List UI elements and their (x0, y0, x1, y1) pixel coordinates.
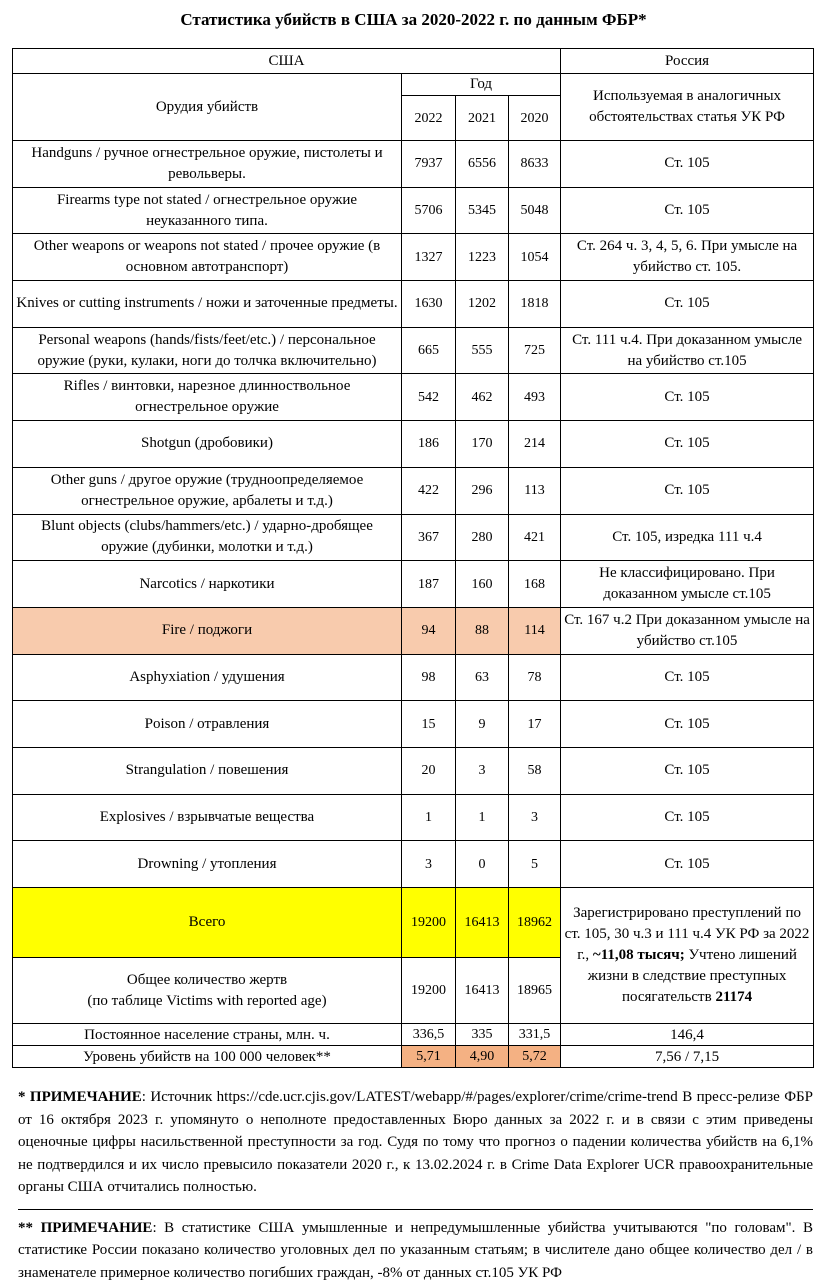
ru-article-header: Используемая в аналогичных обстоятельствах статья УК РФ (561, 74, 814, 141)
note-1 (18, 1086, 813, 1199)
value-2020: 1054 (509, 234, 561, 281)
population-2021: 335 (456, 1024, 509, 1046)
weapons-header: Орудия убийств (13, 74, 402, 141)
value-2020: 8633 (509, 141, 561, 188)
page-title: Статистика убийств в США за 2020-2022 г. по данным ФБР* (0, 10, 827, 30)
value-2021: 555 (456, 327, 509, 374)
value-2020: 168 (509, 561, 561, 608)
table-row (13, 607, 814, 654)
victims-label-line1: Общее количество жертв (127, 972, 287, 988)
total-label: Всего (13, 888, 402, 958)
value-2022: 367 (402, 514, 456, 561)
total-2020: 18962 (509, 888, 561, 958)
weapon-name: Firearms type not stated / огнестрельное оружие неуказанного типа. (13, 187, 402, 234)
value-2022: 7937 (402, 141, 456, 188)
population-2022: 336,5 (402, 1024, 456, 1046)
table-row (13, 841, 814, 888)
russia-article: Ст. 105 (561, 841, 814, 888)
table-row (13, 374, 814, 421)
victims-2020: 18965 (509, 958, 561, 1024)
usa-header: США (13, 49, 561, 74)
table-row (13, 514, 814, 561)
note-1-label: * ПРИМЕЧАНИЕ (18, 1089, 142, 1105)
value-2022: 187 (402, 561, 456, 608)
weapon-name: Knives or cutting instruments / ножи и заточенные предметы. (13, 281, 402, 328)
table-row (13, 747, 814, 794)
value-2020: 113 (509, 467, 561, 514)
victims-2022: 19200 (402, 958, 456, 1024)
value-2020: 3 (509, 794, 561, 841)
weapon-name: Explosives / взрывчатые вещества (13, 794, 402, 841)
table-row (13, 141, 814, 188)
value-2021: 3 (456, 747, 509, 794)
russia-total-text-2: Учтено лишений жизни в следствие преступных посягательств (588, 947, 797, 1005)
year-header: Год (402, 74, 561, 96)
value-2021: 6556 (456, 141, 509, 188)
value-2021: 0 (456, 841, 509, 888)
table-row (13, 701, 814, 748)
weapon-name: Rifles / винтовки, нарезное длинноствольное огнестрельное оружие (13, 374, 402, 421)
russia-header: Россия (561, 49, 814, 74)
rate-2022: 5,71 (402, 1046, 456, 1068)
value-2020: 493 (509, 374, 561, 421)
value-2021: 462 (456, 374, 509, 421)
note-2 (18, 1217, 813, 1284)
value-2020: 725 (509, 327, 561, 374)
value-2021: 1202 (456, 281, 509, 328)
value-2021: 170 (456, 421, 509, 468)
russia-article: Ст. 105 (561, 281, 814, 328)
russia-article: Ст. 167 ч.2 При доказанном умысле на убийство ст.105 (561, 607, 814, 654)
value-2021: 280 (456, 514, 509, 561)
value-2020: 5 (509, 841, 561, 888)
table-row (13, 234, 814, 281)
population-label: Постоянное население страны, млн. ч. (13, 1024, 402, 1046)
value-2022: 1 (402, 794, 456, 841)
russia-article: Ст. 105 (561, 794, 814, 841)
weapon-name: Asphyxiation / удушения (13, 654, 402, 701)
year-2020-header: 2020 (509, 96, 561, 141)
table-row (13, 281, 814, 328)
table-row (13, 327, 814, 374)
russia-article: Ст. 105 (561, 421, 814, 468)
russia-article: Не классифицировано. При доказанном умысле ст.105 (561, 561, 814, 608)
weapon-name: Other weapons or weapons not stated / прочее оружие (в основном автотранспорт) (13, 234, 402, 281)
homicide-statistics-table (12, 48, 814, 1068)
note-1-text: : Источник https://cde.ucr.cjis.gov/LATEST/webapp/#/pages/explorer/crime/crime-trend В пресс-релизе ФБР от 16 октября 2023 г. упомянуто о неполноте предоставленных Бюро данных за 2022 г. и в связи с этим приведены оценочные цифры насильственной преступности за год. Судя по тому что прогноз о падении количества убийств на 6,1% не подтвердился и их число превысило показатели 2020 г., к 13.02.2024 г. в Crime Data Explorer UCR правоохранительные органы США отчитались полностью. (18, 1089, 813, 1195)
value-2022: 94 (402, 607, 456, 654)
weapon-name: Fire / поджоги (13, 607, 402, 654)
russia-total-text-1: Зарегистрировано преступлений по ст. 105, 30 ч.3 и 111 ч.4 УК РФ за 2022 г., (565, 905, 810, 963)
value-2020: 58 (509, 747, 561, 794)
rate-russia: 7,56 / 7,15 (561, 1046, 814, 1068)
value-2020: 17 (509, 701, 561, 748)
russia-article: Ст. 105 (561, 374, 814, 421)
russia-article: Ст. 105 (561, 654, 814, 701)
value-2022: 665 (402, 327, 456, 374)
year-2021-header: 2021 (456, 96, 509, 141)
value-2021: 1 (456, 794, 509, 841)
value-2022: 20 (402, 747, 456, 794)
table-row (13, 654, 814, 701)
russia-article: Ст. 111 ч.4. При доказанном умысле на убийство ст.105 (561, 327, 814, 374)
table-row (13, 467, 814, 514)
value-2022: 98 (402, 654, 456, 701)
value-2021: 296 (456, 467, 509, 514)
total-2022: 19200 (402, 888, 456, 958)
weapon-name: Strangulation / повешения (13, 747, 402, 794)
russia-article: Ст. 105 (561, 747, 814, 794)
russia-total-bold-1: ~11,08 тысяч; (593, 947, 685, 963)
russia-article: Ст. 264 ч. 3, 4, 5, 6. При умысле на убийство ст. 105. (561, 234, 814, 281)
victims-2021: 16413 (456, 958, 509, 1024)
value-2021: 160 (456, 561, 509, 608)
value-2021: 88 (456, 607, 509, 654)
victims-label (13, 958, 402, 1024)
russia-total-bold-2: 21174 (715, 989, 752, 1005)
rate-2021: 4,90 (456, 1046, 509, 1068)
population-russia: 146,4 (561, 1024, 814, 1046)
value-2020: 78 (509, 654, 561, 701)
weapon-name: Narcotics / наркотики (13, 561, 402, 608)
value-2020: 5048 (509, 187, 561, 234)
russia-article: Ст. 105 (561, 467, 814, 514)
table-row (13, 421, 814, 468)
russia-article: Ст. 105 (561, 141, 814, 188)
value-2022: 1327 (402, 234, 456, 281)
value-2022: 422 (402, 467, 456, 514)
value-2022: 542 (402, 374, 456, 421)
note-2-text: : В статистике США умышленные и непредумышленные убийства учитываются "по головам". В статистике России показано количество уголовных дел по указанным статьям; в числителе дано общее количество дел / в знаменателе примерное количество погибших граждан, -8% от данных ст.105 УК РФ (18, 1220, 813, 1281)
weapon-name: Poison / отравления (13, 701, 402, 748)
weapon-name: Blunt objects (clubs/hammers/etc.) / ударно-дробящее оружие (дубинки, молотки и т.д.) (13, 514, 402, 561)
value-2022: 1630 (402, 281, 456, 328)
value-2020: 1818 (509, 281, 561, 328)
rate-label: Уровень убийств на 100 000 человек** (13, 1046, 402, 1068)
value-2021: 5345 (456, 187, 509, 234)
russia-article: Ст. 105, изредка 111 ч.4 (561, 514, 814, 561)
value-2021: 1223 (456, 234, 509, 281)
weapon-name: Other guns / другое оружие (трудноопределяемое огнестрельное оружие, арбалеты и т.д.) (13, 467, 402, 514)
value-2022: 3 (402, 841, 456, 888)
population-2020: 331,5 (509, 1024, 561, 1046)
value-2022: 186 (402, 421, 456, 468)
value-2022: 15 (402, 701, 456, 748)
rate-2020: 5,72 (509, 1046, 561, 1068)
value-2020: 421 (509, 514, 561, 561)
table-row (13, 561, 814, 608)
value-2021: 9 (456, 701, 509, 748)
weapon-name: Shotgun (дробовики) (13, 421, 402, 468)
table-row (13, 187, 814, 234)
russia-article: Ст. 105 (561, 187, 814, 234)
russia-total-cell (561, 888, 814, 1024)
weapon-name: Personal weapons (hands/fists/feet/etc.) / персональное оружие (руки, кулаки, ноги до толчка включительно) (13, 327, 402, 374)
note-2-label: ** ПРИМЕЧАНИЕ (18, 1220, 152, 1236)
value-2022: 5706 (402, 187, 456, 234)
russia-article: Ст. 105 (561, 701, 814, 748)
weapon-name: Drowning / утопления (13, 841, 402, 888)
value-2020: 214 (509, 421, 561, 468)
victims-label-line2: (по таблице Victims with reported age) (87, 993, 326, 1009)
weapon-name: Handguns / ручное огнестрельное оружие, пистолеты и револьверы. (13, 141, 402, 188)
table-row (13, 794, 814, 841)
total-2021: 16413 (456, 888, 509, 958)
year-2022-header: 2022 (402, 96, 456, 141)
notes-section (18, 1086, 813, 1284)
notes-divider (18, 1209, 813, 1210)
value-2021: 63 (456, 654, 509, 701)
value-2020: 114 (509, 607, 561, 654)
